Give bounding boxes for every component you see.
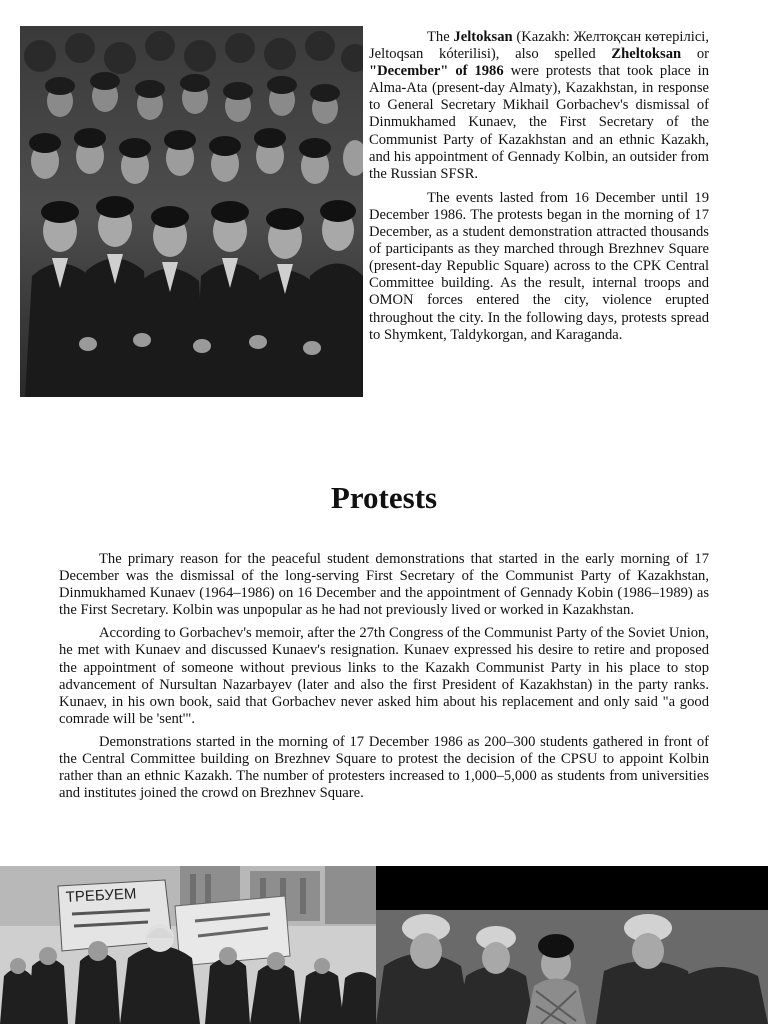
intro-text-run: (Kazakh: Желтоқсан көтерілісі, Jeltoqsan kóterilisi), also spelled	[369, 29, 709, 63]
intro-bold-term: Jeltoksan	[453, 29, 513, 45]
protests-paragraph-2: According to Gorbachev's memoir, after the 27th Congress of the Communist Party of the Soviet Union, he met with Kunaev and discussed Kunaev's resignation. Kunaev expressed his desire to retire and proposed the appointment of someone without previous links to the Kazakh Communist Party in his place to stop advancement of Nursultan Nazarbayev (later and also the first President of Kazakhstan) in the party ranks. Kunaev, in his own book, said that Gorbachev never asked him about his replacement and only said "a good comrade will be 'sent'".	[59, 625, 709, 727]
march-sign-image	[0, 866, 376, 1024]
protests-paragraph-3: Demonstrations started in the morning of 17 December 1986 as 200–300 students gathered in front of the Central Committee building on Brezhnev Square to protest the decision of the CPSU to appoint Kolbin rather than an ethnic Kazakh. The number of protesters increased to 1,000–5,000 as students from universities and institutes joined the crowd on Brezhnev Square.	[59, 733, 709, 802]
intro-bold-term: "December" of 1986	[369, 63, 504, 80]
soldiers-image	[376, 866, 768, 1024]
protests-paragraph-1: The primary reason for the peaceful student demonstrations that started in the early morning of 17 December was the dismissal of the long-serving First Secretary of the Communist Party of Kazakhstan, Dinmukhamed Kunaev (1964–1986) on 16 December and the appointment of Gennady Kobin (1986–1989) as the First Secretary. Kolbin was unpopular as he had not previously lived or worked in Kazakhstan.	[59, 551, 709, 619]
intro-text-run: or	[681, 46, 709, 63]
section-title-protests: Protests	[330, 480, 438, 515]
intro-paragraph-2: The events lasted from 16 December until 19 December 1986. The protests began in the morning of 17 December, as a student demonstration attracted thousands of participants as they marched through Brezhnev Square (present-day Republic Square) across to the CPK Central Committee building. As the result, internal troops and OMON forces entered the city, violence erupted throughout the city. In the following days, protests spread to Shymkent, Taldykorgan, and Karaganda.	[369, 189, 709, 343]
protest-sign-text: ТРЕБУЕМ	[65, 885, 137, 906]
intro-bold-term: Zheltoksan	[611, 46, 682, 63]
intro-text-run: were protests that took place in Alma-Ata (present-day Almaty), Kazakhstan, in response to General Secretary Mikhail Gorbachev's dismissal of Dinmukhamed Kunaev, the First Secretary of the Communist Party of Kazakhstan and an ethnic Kazakh, and his appointment of Gennady Kolbin, an outsider from the Russian SFSR.	[369, 63, 710, 182]
march-sign-photo	[0, 866, 376, 1024]
intro-paragraph-1	[369, 29, 709, 183]
intro-text-run: The	[427, 29, 454, 45]
protests-body	[59, 551, 709, 808]
soldiers-photo	[376, 866, 768, 1024]
intro-text	[369, 29, 709, 351]
protest-crowd-image	[20, 26, 363, 397]
protest-crowd-photo	[20, 26, 363, 397]
